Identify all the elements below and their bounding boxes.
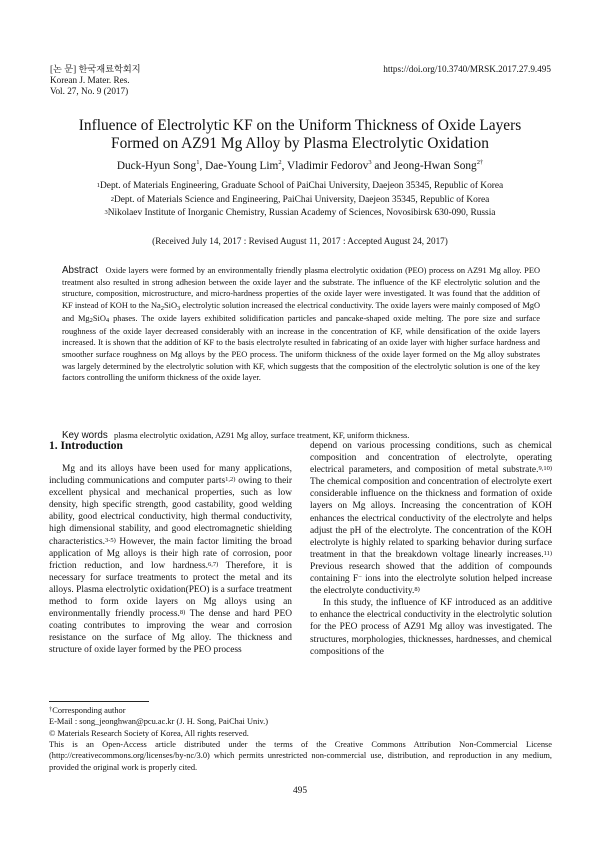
- author-separator: ,: [199, 160, 206, 172]
- author-affil-mark: 2†: [476, 159, 484, 166]
- body-text: However, the main factor limiting the broad application of Mg alloys is their high rate of corrosion, poor friction reduction, and low hardness.: [49, 536, 292, 571]
- paragraph: [310, 440, 552, 597]
- affiliation-3: [40, 207, 560, 221]
- journal-header: [50, 64, 141, 97]
- body-text: The chemical composition and concentration of electrolyte exert considerable influence on the thickness and formation of oxide layers on Mg alloys. Increasing the concentration of KOH enhances the electrical conductivity of the electrolyte and helps adjust the pH of the electrolyte. The concentration of the KOH electrolyte is highly related to sparking behavior during surface treatment in that the breakdown voltage linearly increases.: [310, 477, 552, 560]
- abstract-text: Oxide layers were formed by an environmentally friendly plasma electrolytic oxidation (PEO) process on AZ91 Mg alloy. PEO treatment also resulted in strong adhesion between the oxide layer and the substrate. The influence of the KF electrolytic solution and the structure, composition, microstructure, and micro-hardness properties of the oxide layer were investigated. It was found that the addition of KF instead of KOH to the Na: [62, 266, 540, 311]
- subscript: 2: [160, 304, 164, 312]
- section-heading: 1. Introduction: [49, 440, 123, 452]
- received-dates: (Received July 14, 2017 : Revised August 11, 2017 : Accepted August 24, 2017): [152, 236, 448, 246]
- title-line-2: Formed on AZ91 Mg Alloy by Plasma Electrolytic Oxidation: [111, 135, 489, 152]
- author-separator: ,: [281, 160, 288, 172]
- subscript: 3: [177, 304, 181, 312]
- author-name: Jeong-Hwan Song: [393, 160, 477, 172]
- author-affil-mark: 3: [368, 159, 372, 166]
- license-block: [49, 728, 552, 773]
- abstract: [62, 265, 540, 384]
- affil-text: Dept. of Materials Engineering, Graduate School of PaiChai University, Daejeon 35345, Republic of Korea: [100, 181, 504, 191]
- paper-title: [40, 117, 560, 153]
- body-text: depend on various processing conditions, such as chemical composition and concentration of electrolyte, operating electrical parameters, and composition of metal substrate.: [310, 441, 552, 476]
- superscript: −: [358, 574, 362, 582]
- title-line-1: Influence of Electrolytic KF on the Uniform Thickness of Oxide Layers: [78, 117, 522, 134]
- author-separator: and: [371, 160, 394, 172]
- footnote: [49, 705, 268, 727]
- abstract-text: phases. The oxide layers exhibited solidification particles and pancake-shaped oxide melting. The pore size and surface roughness of the oxide layer decreased considerably with an increase in the concentration of KF, while densification of the oxide layers increased. It is shown that the addition of KF to the basis electrolyte resulted in fabricating of an oxide layer with higher surface hardness and smoother surface roughness on Mg alloys by the PEO process. The uniform thickness of the oxide layer formed on the Mg alloy substrates was largely determined by the electrolytic solution with KF, which suggests that the composition of the electrolytic solution is one of the key factors controlling the uniform thickness of the oxide layer.: [62, 313, 540, 383]
- abstract-text: SiO: [163, 301, 178, 311]
- body-text: Mg and its alloys have been used for many applications, including communications and computer parts: [49, 464, 292, 487]
- body-text: Therefore, it is necessary for surface treatments to protect the metal and its alloys. Plasma electrolytic oxidation(PEO) is a surface treatment method to form oxide layers on Mg alloys using an environmentally friendly process.: [49, 560, 292, 620]
- right-column: [310, 440, 552, 658]
- affiliations: [40, 180, 560, 221]
- copyright-line: © Materials Research Society of Korea, All rights reserved.: [49, 729, 249, 738]
- author-name: Dae-Young Lim: [205, 160, 279, 172]
- body-text: ions into the electrolyte solution helped increase the electrolyte conductivity.: [310, 574, 552, 597]
- page-number: 495: [292, 786, 308, 796]
- left-column: [49, 463, 292, 657]
- reference-mark: 8): [414, 586, 420, 594]
- affil-mark: 1: [96, 182, 101, 189]
- journal-english-name: Korean J. Mater. Res.: [50, 75, 130, 85]
- author-name: Duck-Hyun Song: [116, 160, 197, 172]
- footnote-divider: [49, 701, 149, 702]
- footnote-mark: †: [49, 706, 53, 713]
- reference-mark: 6,7): [207, 560, 219, 568]
- abstract-text: SiO: [92, 313, 106, 323]
- abstract-text: electrolytic solution increased the electrical conductivity. The oxide layers were mainly composed of MgO and Mg: [62, 301, 541, 323]
- affil-text: Nikolaev Institute of Inorganic Chemistry, Russian Academy of Sciences, Novosibirsk 630-090, Russia: [107, 208, 496, 219]
- corresponding-author: [49, 705, 268, 716]
- journal-korean-name: [논 문] 한국재료학회지: [50, 64, 141, 74]
- affil-mark: 3: [104, 209, 108, 217]
- affil-text: Dept. of Materials Science and Engineering, PaiChai University, Daejeon 35345, Republic of Korea: [113, 194, 490, 205]
- subscript: 2: [89, 317, 93, 325]
- license-text: This is an Open-Access article distributed under the terms of the Creative Commons Attribution Non-Commercial License (http://creativecommons.org/licenses/by-nc/3.0) which permits unrestricted non-commercial use, distribution, and reproduction in any medium, provided the original work is properly cited.: [49, 740, 552, 772]
- author-affil-mark: 2: [278, 159, 282, 166]
- subscript: 4: [105, 317, 110, 325]
- author-email: E-Mail : song_jeonghwan@pcu.ac.kr (J. H. Song, PaiChai Univ.): [49, 717, 269, 727]
- paragraph: In this study, the influence of KF introduced as an additive to enhance the electrical conductivity in the electrolytic solution for the PEO process of AZ91 Mg alloy was investigated. The structures, morphologies, thicknesses, hardnesses, and chemical compositions of the: [310, 598, 552, 657]
- affiliation-1: [40, 180, 560, 194]
- body-text: Previous research showed that the addition of compounds containing F: [310, 561, 552, 585]
- doi-link[interactable]: https://doi.org/10.3740/MRSK.2017.27.9.495: [383, 64, 551, 74]
- reference-mark: 9,10): [538, 465, 552, 473]
- author-affil-mark: 1: [196, 159, 200, 166]
- author-name: Vladimir Fedorov: [287, 160, 369, 172]
- reference-mark: 11): [543, 549, 552, 557]
- reference-mark: 1,2): [225, 476, 236, 484]
- keywords-text: plasma electrolytic oxidation, AZ91 Mg alloy, surface treatment, KF, uniform thickness.: [114, 431, 410, 440]
- author-list: [40, 160, 560, 172]
- affil-mark: 2: [110, 195, 114, 203]
- body-text: owing to their excellent physical and mechanical properties, such as low density, high specific strength, good castability, good welding ability, good electrical conductivity, high thermal conductivity, high dimensional stability, and good electromagnetic shielding characteristics.: [49, 476, 292, 547]
- footnote-text: Corresponding author: [52, 706, 126, 715]
- journal-volume: Vol. 27, No. 9 (2017): [50, 86, 129, 96]
- reference-mark: 8): [179, 609, 186, 617]
- reference-mark: 3-5): [104, 536, 116, 544]
- keywords-label: Key words: [62, 430, 108, 441]
- body-text: The dense and hard PEO coating contributes to improving the wear and corrosion resistance on the surface of Mg alloy. The thickness and structure of oxide layer formed by the PEO process: [49, 609, 293, 656]
- affiliation-2: [40, 194, 560, 208]
- abstract-label: Abstract: [62, 265, 98, 276]
